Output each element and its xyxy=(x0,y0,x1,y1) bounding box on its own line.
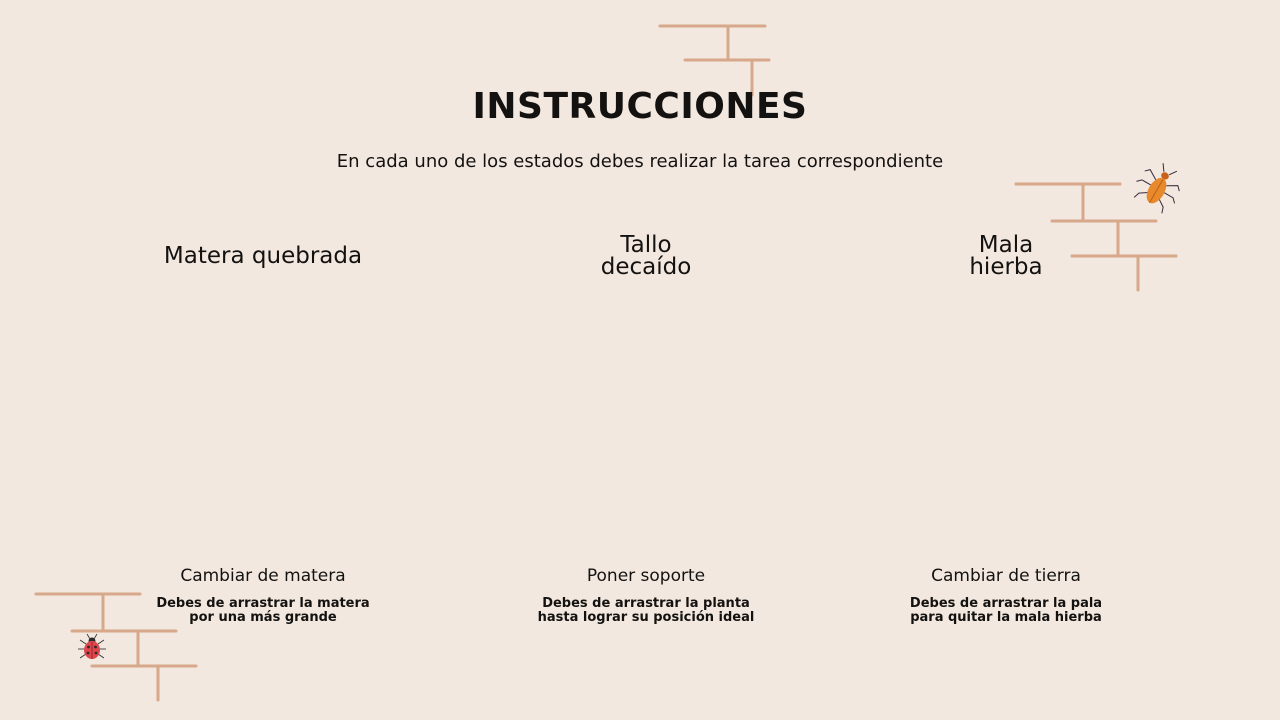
state-title-tallo-decaido xyxy=(496,234,796,278)
state-title-line: Mala xyxy=(978,232,1034,258)
description-line: para quitar la mala hierba xyxy=(910,610,1102,625)
ladybug-icon xyxy=(76,632,108,668)
state-title-line: Matera quebrada xyxy=(163,243,363,269)
page-title: INSTRUCCIONES xyxy=(472,86,808,127)
description-line: por una más grande xyxy=(189,610,337,625)
state-title-matera-quebrada xyxy=(113,243,413,269)
page-subtitle: En cada uno de los estados debes realizar la tarea correspondiente xyxy=(336,151,944,172)
state-title-line: hierba xyxy=(969,254,1043,280)
state-title-line: decaído xyxy=(600,254,692,280)
description-line: Debes de arrastrar la pala xyxy=(909,596,1103,611)
state-title-mala-hierba xyxy=(856,234,1156,278)
state-title-line: Tallo xyxy=(620,232,672,258)
description-line: Debes de arrastrar la matera xyxy=(156,596,370,611)
task-description-tierra xyxy=(846,597,1166,625)
task-cambiar-de-tierra: Cambiar de tierra xyxy=(931,566,1081,586)
task-description-soporte xyxy=(486,597,806,625)
task-cambiar-de-matera: Cambiar de matera xyxy=(180,566,346,586)
description-line: Debes de arrastrar la planta xyxy=(542,596,750,611)
task-poner-soporte: Poner soporte xyxy=(586,566,706,586)
task-description-matera xyxy=(103,597,423,625)
description-line: hasta lograr su posición ideal xyxy=(537,610,755,625)
